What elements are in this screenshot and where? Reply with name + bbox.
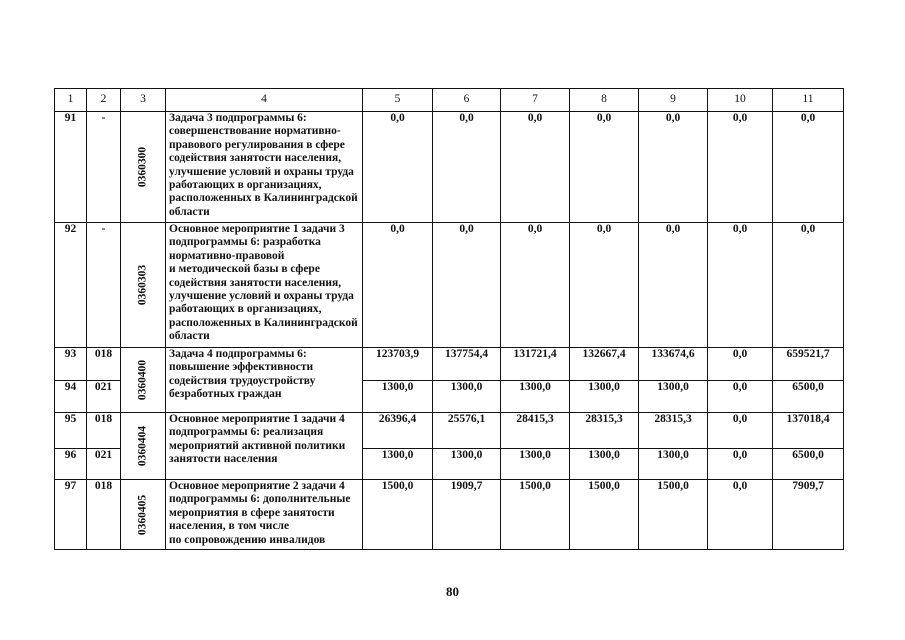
value-cell: 1500,0 <box>570 480 639 550</box>
value-cell: 0,0 <box>773 112 844 223</box>
description-line: совершенствование нормативно- <box>169 125 341 138</box>
table-row <box>55 480 844 550</box>
ministry-code: 018 <box>87 413 121 449</box>
row-number: 95 <box>55 413 87 449</box>
description-cell <box>166 413 363 480</box>
description-line: работающих в организациях, <box>169 179 322 192</box>
description-line: и методической базы в сфере <box>169 263 320 276</box>
target-code: 0360400 <box>136 359 149 401</box>
value-cell: 0,0 <box>433 223 501 348</box>
table-row <box>55 223 844 348</box>
description-line: расположенных в Калининградской <box>169 192 358 205</box>
description-line: подпрограммы 6: реализация <box>169 426 324 439</box>
value-cell: 28415,3 <box>501 413 570 449</box>
description-line: содействия занятости населения, <box>169 276 342 289</box>
description-line: населения, в том числе <box>169 520 290 533</box>
header-cell: 2 <box>87 89 121 112</box>
description-cell <box>166 480 363 550</box>
description-line: улучшение условий и охраны труда <box>169 165 354 178</box>
value-cell: 1500,0 <box>363 480 433 550</box>
description-line: нормативно-правовой <box>169 249 285 262</box>
value-cell: 0,0 <box>570 112 639 223</box>
target-code: 0360405 <box>136 494 149 535</box>
value-cell: 26396,4 <box>363 413 433 449</box>
header-cell: 10 <box>708 89 773 112</box>
table-row <box>55 112 844 223</box>
header-cell: 5 <box>363 89 433 112</box>
value-cell: 123703,9 <box>363 348 433 381</box>
value-cell: 25576,1 <box>433 413 501 449</box>
row-number: 91 <box>55 112 87 223</box>
header-cell: 8 <box>570 89 639 112</box>
value-cell: 1300,0 <box>570 381 639 413</box>
row-number: 93 <box>55 348 87 381</box>
description-line: улучшение условий и охраны труда <box>169 290 354 303</box>
description-line: содействия трудоустройству <box>169 374 316 387</box>
description-cell <box>166 348 363 413</box>
description-line: мероприятий активной политики <box>169 439 346 452</box>
ministry-code: 018 <box>87 480 121 550</box>
value-cell: 133674,6 <box>639 348 708 381</box>
value-cell: 131721,4 <box>501 348 570 381</box>
header-cell: 6 <box>433 89 501 112</box>
value-cell: 1300,0 <box>433 381 501 413</box>
value-cell: 659521,7 <box>773 348 844 381</box>
value-cell: 1500,0 <box>639 480 708 550</box>
value-cell: 0,0 <box>708 223 773 348</box>
value-cell: 0,0 <box>433 112 501 223</box>
description-line: расположенных в Калининградской <box>169 316 358 329</box>
value-cell: 28315,3 <box>570 413 639 449</box>
description-line: Основное мероприятие 2 задачи 4 <box>169 480 345 492</box>
description-line: содействия занятости населения, <box>169 152 342 165</box>
target-code-cell <box>121 348 166 413</box>
value-cell: 132667,4 <box>570 348 639 381</box>
description-line: работающих в организациях, <box>169 303 322 316</box>
page-number: 80 <box>446 584 459 599</box>
ministry-code: - <box>87 112 121 223</box>
value-cell: 1300,0 <box>363 449 433 480</box>
value-cell: 0,0 <box>708 381 773 413</box>
header-cell: 4 <box>166 89 363 112</box>
description-line: области <box>169 205 210 218</box>
description-cell <box>166 112 363 223</box>
value-cell: 0,0 <box>570 223 639 348</box>
description-line: мероприятия в сфере занятости <box>169 506 335 519</box>
header-cell: 1 <box>55 89 87 112</box>
header-cell: 11 <box>773 89 844 112</box>
value-cell: 1300,0 <box>570 449 639 480</box>
value-cell: 1300,0 <box>501 449 570 480</box>
value-cell: 0,0 <box>363 223 433 348</box>
row-number: 94 <box>55 381 87 413</box>
value-cell: 0,0 <box>708 413 773 449</box>
value-cell: 137018,4 <box>773 413 844 449</box>
target-code: 0360303 <box>136 264 149 306</box>
value-cell: 1300,0 <box>363 381 433 413</box>
description-line: Задача 3 подпрограммы 6: <box>169 112 307 124</box>
value-cell: 0,0 <box>708 112 773 223</box>
description-line: Основное мероприятие 1 задачи 4 <box>169 413 345 425</box>
header-row <box>55 89 844 112</box>
value-cell: 6500,0 <box>773 381 844 413</box>
description-line: безработных граждан <box>169 388 282 401</box>
value-cell: 1300,0 <box>639 381 708 413</box>
value-cell: 0,0 <box>501 112 570 223</box>
ministry-code: 021 <box>87 381 121 413</box>
value-cell: 1300,0 <box>639 449 708 480</box>
value-cell: 1300,0 <box>501 381 570 413</box>
value-cell: 1500,0 <box>501 480 570 550</box>
value-cell: 0,0 <box>363 112 433 223</box>
value-cell: 0,0 <box>773 223 844 348</box>
value-cell: 137754,4 <box>433 348 501 381</box>
row-number: 96 <box>55 449 87 480</box>
table-row <box>55 413 844 449</box>
header-cell: 7 <box>501 89 570 112</box>
target-code-cell <box>121 223 166 348</box>
description-line: подпрограммы 6: разработка <box>169 236 321 249</box>
value-cell: 6500,0 <box>773 449 844 480</box>
target-code-cell <box>121 413 166 480</box>
value-cell: 0,0 <box>708 480 773 550</box>
description-line: Основное мероприятие 1 задачи 3 <box>169 223 345 235</box>
value-cell: 1300,0 <box>433 449 501 480</box>
description-cell <box>166 223 363 348</box>
row-number: 92 <box>55 223 87 348</box>
description-line: правового регулирования в сфере <box>169 138 345 151</box>
description-line: по сопровождению инвалидов <box>169 533 326 546</box>
ministry-code: - <box>87 223 121 348</box>
header-cell: 9 <box>639 89 708 112</box>
description-line: подпрограммы 6: дополнительные <box>169 493 351 506</box>
target-code-cell <box>121 112 166 223</box>
target-code-cell <box>121 480 166 550</box>
header-cell: 3 <box>121 89 166 112</box>
row-number: 97 <box>55 480 87 550</box>
ministry-code: 018 <box>87 348 121 381</box>
value-cell: 0,0 <box>708 348 773 381</box>
value-cell: 0,0 <box>639 223 708 348</box>
value-cell: 0,0 <box>708 449 773 480</box>
budget-table <box>54 88 844 550</box>
description-line: занятости населения <box>169 453 278 466</box>
value-cell: 7909,7 <box>773 480 844 550</box>
table-row <box>55 348 844 381</box>
target-code: 0360300 <box>136 146 149 188</box>
value-cell: 1909,7 <box>433 480 501 550</box>
value-cell: 0,0 <box>639 112 708 223</box>
description-line: повышение эффективности <box>169 361 314 374</box>
value-cell: 28315,3 <box>639 413 708 449</box>
description-line: Задача 4 подпрограммы 6: <box>169 348 307 360</box>
target-code: 0360404 <box>136 425 149 467</box>
value-cell: 0,0 <box>501 223 570 348</box>
ministry-code: 021 <box>87 449 121 480</box>
description-line: области <box>169 330 210 343</box>
